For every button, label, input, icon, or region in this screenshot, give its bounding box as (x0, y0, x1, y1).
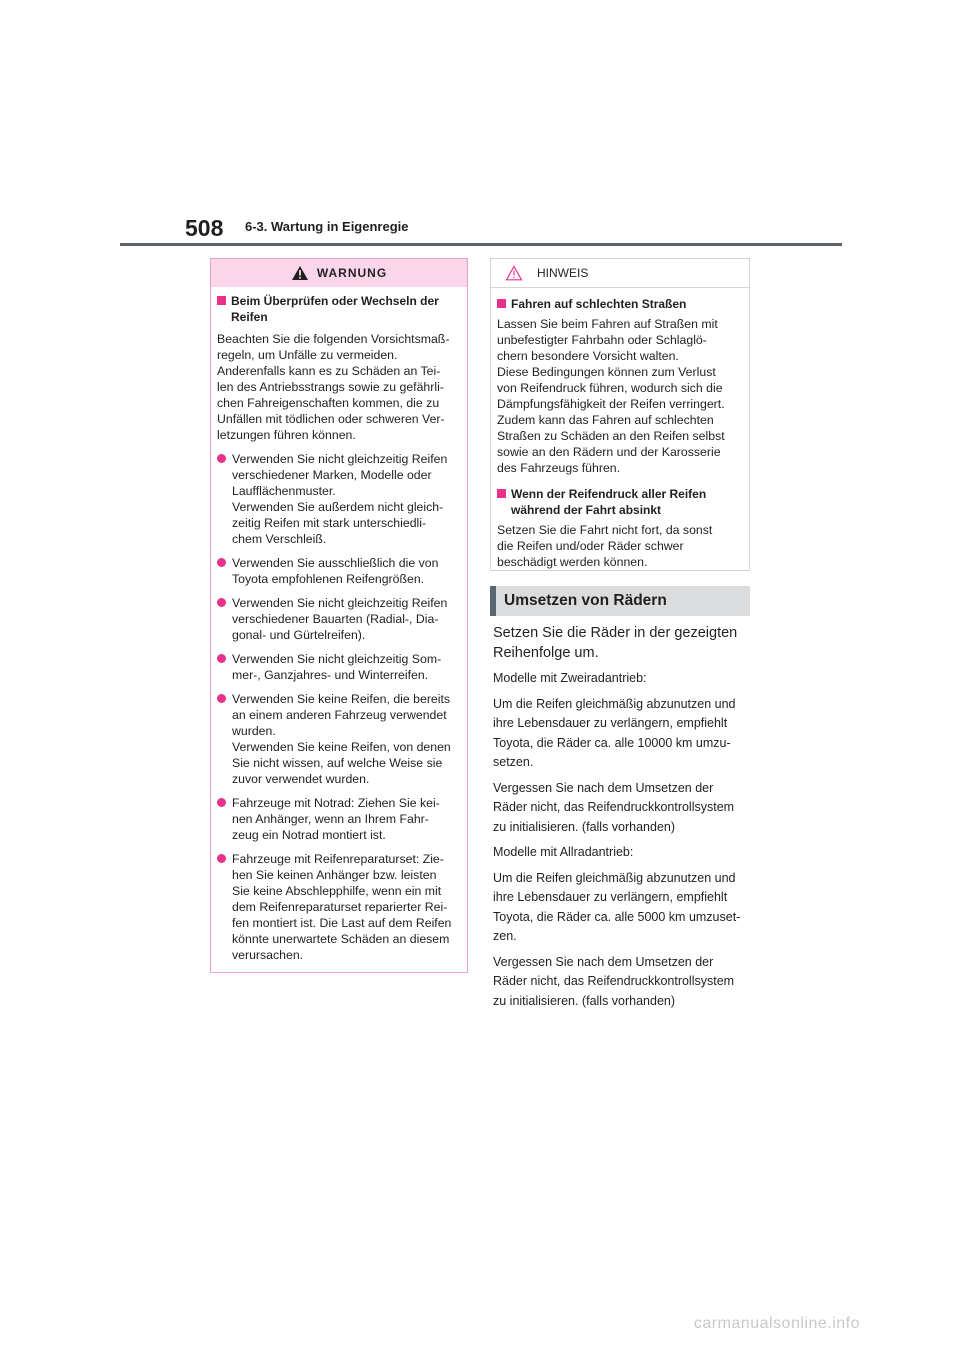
square-bullet-icon (217, 296, 226, 305)
warning-bullet (215, 651, 461, 683)
warning-subheading-text: Beim Überprüfen oder Wechseln der Reifen (231, 294, 439, 324)
warning-bullet-text: Verwenden Sie keine Reifen, die bereits an einem anderen Fahrzeug verwendet wurden. Verwenden Sie keine Reifen, von denen Sie nicht wissen, auf welche Weise sie zuvor verwendet wurden. (232, 692, 451, 786)
warning-bullet (215, 451, 461, 547)
footer-watermark: carmanualsonline.info (693, 1315, 860, 1332)
notice-subheading (495, 296, 743, 312)
round-bullet-icon (217, 654, 226, 663)
warning-bullet-text: Fahrzeuge mit Reifenreparaturset: Zie- hen Sie keinen Anhänger bzw. leisten Sie keine Abschlepphilfe, wenn ein mit dem Reifenreparaturset reparierter Rei- fen montiert ist. Die Last auf dem Reifen könnte unerwartete Schäden an diesem verursachen. (232, 852, 452, 962)
caution-triangle-icon (505, 265, 523, 281)
warning-bullet-text: Verwenden Sie nicht gleichzeitig Som- mer-, Ganzjahres- und Winterreifen. (232, 652, 442, 682)
warning-title: WARNUNG (316, 266, 388, 280)
rotation-heading (490, 586, 750, 616)
section-title: 6-3. Wartung in Eigenregie (245, 219, 409, 234)
warning-subheading (215, 293, 461, 325)
warning-triangle-icon (291, 265, 309, 281)
round-bullet-icon (217, 454, 226, 463)
rotation-lead: Setzen Sie die Räder in der gezeigten Reihenfolge um. (493, 625, 738, 661)
header-rule (120, 243, 842, 246)
notice-subheading-text: Fahren auf schlechten Straßen (511, 297, 687, 311)
round-bullet-icon (217, 854, 226, 863)
notice-title: HINWEIS (537, 266, 589, 280)
notice-subheading (495, 486, 743, 518)
rotation-paragraph: Um die Reifen gleichmäßig abzunutzen und ihre Lebensdauer zu verlängern, empfiehlt Toyota, die Räder ca. alle 5000 km umzuset- zen. (493, 870, 741, 943)
notice-body (491, 288, 749, 570)
warning-box (210, 258, 468, 973)
square-bullet-icon (497, 299, 506, 308)
rotation-paragraph: Vergessen Sie nach dem Umsetzen der Räder nicht, das Reifendruckkontrollsystem zu initialisieren. (falls vorhanden) (493, 780, 735, 834)
rotation-paragraph: Modelle mit Zweiradantrieb: (493, 671, 647, 685)
warning-body (211, 287, 467, 963)
rotation-text (493, 623, 755, 1017)
rotation-paragraph: Um die Reifen gleichmäßig abzunutzen und ihre Lebensdauer zu verlängern, empfiehlt Toyota, die Räder ca. alle 10000 km umzu- setzen. (493, 696, 736, 769)
round-bullet-icon (217, 598, 226, 607)
warning-bullet-text: Verwenden Sie ausschließlich die von Toyota empfohlenen Reifengrößen. (232, 556, 439, 586)
rotation-paragraph: Modelle mit Allradantrieb: (493, 845, 634, 859)
rotation-paragraph: Vergessen Sie nach dem Umsetzen der Räder nicht, das Reifendruckkontrollsystem zu initialisieren. (falls vorhanden) (493, 954, 735, 1008)
rotation-heading-text: Umsetzen von Rädern (504, 592, 667, 609)
round-bullet-icon (217, 558, 226, 567)
warning-bullet (215, 795, 461, 843)
page-number: 508 (185, 215, 224, 241)
round-bullet-icon (217, 694, 226, 703)
square-bullet-icon (497, 489, 506, 498)
notice-paragraph: Setzen Sie die Fahrt nicht fort, da sonst die Reifen und/oder Räder schwer beschädigt werden können. (497, 523, 713, 569)
warning-bullet (215, 851, 461, 963)
warning-bullet (215, 555, 461, 587)
warning-bullet-text: Verwenden Sie nicht gleichzeitig Reifen verschiedener Marken, Modelle oder Laufflächenmuster. Verwenden Sie außerdem nicht gleich- zeitig Reifen mit stark unterschiedli- chem Verschleiß. (232, 452, 448, 546)
notice-box (490, 258, 750, 571)
warning-bullet-text: Verwenden Sie nicht gleichzeitig Reifen verschiedener Bauarten (Radial-, Dia- gonal- und Gürtelreifen). (232, 596, 448, 642)
warning-bullet (215, 691, 461, 787)
warning-header (211, 259, 467, 287)
warning-bullet (215, 595, 461, 643)
warning-intro: Beachten Sie die folgenden Vorsichtsmaß- regeln, um Unfälle zu vermeiden. Anderenfalls kann es zu Schäden an Tei- len des Antriebsstrangs sowie zu gefährli- chen Fahreigenschaften kommen, die zu Unfällen mit tödlichen oder schweren Ver- letzungen führen können. (217, 332, 450, 442)
notice-header (491, 259, 749, 288)
notice-subheading-text: Wenn der Reifendruck aller Reifen während der Fahrt absinkt (511, 487, 707, 517)
round-bullet-icon (217, 798, 226, 807)
warning-bullet-text: Fahrzeuge mit Notrad: Ziehen Sie kei- nen Anhänger, wenn an Ihrem Fahr- zeug ein Notrad montiert ist. (232, 796, 440, 842)
notice-paragraph: Lassen Sie beim Fahren auf Straßen mit unbefestigter Fahrbahn oder Schlaglö- chern besondere Vorsicht walten. Diese Bedingungen können zum Verlust von Reifendruck führen, wodurch sich die Dämpfungsfähigkeit der Reifen verringert. Zudem kann das Fahren auf schlechten Straßen zu Schäden an den Reifen selbst sowie an den Rädern und der Karosserie des Fahrzeugs führen. (497, 317, 725, 475)
